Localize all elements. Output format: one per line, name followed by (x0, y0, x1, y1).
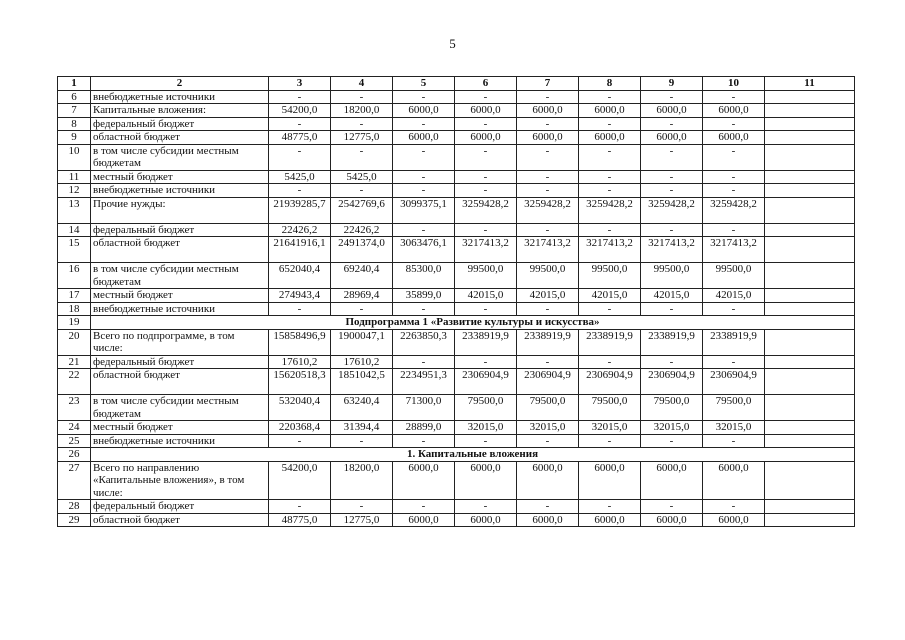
value-cell: 2338919,9 (455, 329, 517, 355)
value-cell: - (703, 90, 765, 104)
value-cell: 6000,0 (641, 461, 703, 500)
value-cell: - (703, 355, 765, 369)
row-label: в том числе субсидии местным бюджетам (91, 144, 269, 170)
notes-cell (765, 461, 855, 500)
value-cell: 28899,0 (393, 421, 455, 435)
row-label: местный бюджет (91, 289, 269, 303)
header-cell: 7 (517, 77, 579, 91)
notes-cell (765, 500, 855, 514)
header-cell: 5 (393, 77, 455, 91)
table-row (58, 104, 855, 118)
table-row (58, 170, 855, 184)
value-cell: 48775,0 (269, 131, 331, 145)
value-cell: 6000,0 (579, 104, 641, 118)
row-number: 29 (58, 513, 91, 527)
value-cell: 69240,4 (331, 263, 393, 289)
value-cell: 22426,2 (269, 223, 331, 237)
value-cell: - (641, 355, 703, 369)
table-row (58, 395, 855, 421)
row-number: 20 (58, 329, 91, 355)
section-heading: 1. Капитальные вложения (91, 448, 855, 462)
notes-cell (765, 104, 855, 118)
value-cell: 42015,0 (455, 289, 517, 303)
row-label: федеральный бюджет (91, 355, 269, 369)
value-cell: - (703, 184, 765, 198)
value-cell: 21641916,1 (269, 237, 331, 263)
value-cell: 6000,0 (393, 104, 455, 118)
value-cell: - (393, 170, 455, 184)
value-cell: 79500,0 (703, 395, 765, 421)
value-cell: 15620518,3 (269, 369, 331, 395)
value-cell: 2306904,9 (455, 369, 517, 395)
value-cell: - (579, 184, 641, 198)
value-cell: 21939285,7 (269, 197, 331, 223)
value-cell: 5425,0 (269, 170, 331, 184)
notes-cell (765, 369, 855, 395)
value-cell: - (641, 184, 703, 198)
value-cell: - (579, 90, 641, 104)
value-cell: 5425,0 (331, 170, 393, 184)
value-cell: - (393, 117, 455, 131)
value-cell: - (703, 302, 765, 316)
row-number: 11 (58, 170, 91, 184)
value-cell: 12775,0 (331, 131, 393, 145)
value-cell: 17610,2 (331, 355, 393, 369)
row-label: в том числе субсидии местным бюджетам (91, 263, 269, 289)
value-cell: - (579, 117, 641, 131)
row-label: областной бюджет (91, 513, 269, 527)
notes-cell (765, 395, 855, 421)
value-cell: - (579, 500, 641, 514)
table-row (58, 421, 855, 435)
value-cell: 2338919,9 (517, 329, 579, 355)
value-cell: 2306904,9 (703, 369, 765, 395)
value-cell: 6000,0 (393, 513, 455, 527)
row-number: 23 (58, 395, 91, 421)
value-cell: 99500,0 (517, 263, 579, 289)
value-cell: - (579, 434, 641, 448)
table-row (58, 117, 855, 131)
value-cell: - (455, 500, 517, 514)
value-cell: 42015,0 (579, 289, 641, 303)
value-cell: - (579, 170, 641, 184)
row-label: областной бюджет (91, 131, 269, 145)
value-cell: 99500,0 (579, 263, 641, 289)
value-cell: - (269, 302, 331, 316)
notes-cell (765, 90, 855, 104)
value-cell: - (641, 90, 703, 104)
value-cell: - (393, 302, 455, 316)
notes-cell (765, 329, 855, 355)
value-cell: - (703, 500, 765, 514)
header-cell: 8 (579, 77, 641, 91)
header-cell: 2 (91, 77, 269, 91)
value-cell: 3259428,2 (641, 197, 703, 223)
value-cell: - (393, 434, 455, 448)
header-cell: 3 (269, 77, 331, 91)
value-cell: 3259428,2 (455, 197, 517, 223)
row-number: 15 (58, 237, 91, 263)
notes-cell (765, 263, 855, 289)
value-cell: - (455, 170, 517, 184)
value-cell: - (331, 500, 393, 514)
table-row (58, 448, 855, 462)
value-cell: - (517, 170, 579, 184)
value-cell: - (269, 90, 331, 104)
notes-cell (765, 421, 855, 435)
value-cell: 3217413,2 (703, 237, 765, 263)
table-row (58, 197, 855, 223)
value-cell: 6000,0 (703, 461, 765, 500)
row-label: внебюджетные источники (91, 434, 269, 448)
value-cell: 2263850,3 (393, 329, 455, 355)
value-cell: 6000,0 (641, 131, 703, 145)
value-cell: - (455, 90, 517, 104)
table-row (58, 289, 855, 303)
value-cell: - (703, 170, 765, 184)
value-cell: 22426,2 (331, 223, 393, 237)
notes-cell (765, 237, 855, 263)
value-cell: - (641, 117, 703, 131)
value-cell: 3259428,2 (703, 197, 765, 223)
value-cell: 220368,4 (269, 421, 331, 435)
header-cell: 1 (58, 77, 91, 91)
notes-cell (765, 170, 855, 184)
value-cell: 32015,0 (703, 421, 765, 435)
value-cell: - (455, 184, 517, 198)
value-cell: - (393, 223, 455, 237)
row-number: 28 (58, 500, 91, 514)
row-label: местный бюджет (91, 421, 269, 435)
value-cell: 652040,4 (269, 263, 331, 289)
value-cell: 2234951,3 (393, 369, 455, 395)
header-cell: 11 (765, 77, 855, 91)
row-number: 19 (58, 316, 91, 330)
table-row (58, 500, 855, 514)
value-cell: 6000,0 (641, 513, 703, 527)
row-number: 14 (58, 223, 91, 237)
header-cell: 10 (703, 77, 765, 91)
value-cell: - (641, 170, 703, 184)
notes-cell (765, 223, 855, 237)
value-cell: - (703, 144, 765, 170)
value-cell: - (517, 355, 579, 369)
value-cell: - (393, 355, 455, 369)
value-cell: 3099375,1 (393, 197, 455, 223)
row-number: 25 (58, 434, 91, 448)
value-cell: 35899,0 (393, 289, 455, 303)
row-label: внебюджетные источники (91, 302, 269, 316)
value-cell: 6000,0 (455, 513, 517, 527)
row-number: 26 (58, 448, 91, 462)
table-row (58, 316, 855, 330)
row-label: областной бюджет (91, 237, 269, 263)
value-cell: - (269, 144, 331, 170)
value-cell: 6000,0 (703, 104, 765, 118)
row-number: 27 (58, 461, 91, 500)
value-cell: 63240,4 (331, 395, 393, 421)
table-header-row (58, 77, 855, 91)
value-cell: 32015,0 (455, 421, 517, 435)
value-cell: - (517, 184, 579, 198)
notes-cell (765, 117, 855, 131)
value-cell: - (579, 223, 641, 237)
row-number: 7 (58, 104, 91, 118)
value-cell: 85300,0 (393, 263, 455, 289)
value-cell: 6000,0 (641, 104, 703, 118)
value-cell: - (269, 500, 331, 514)
table-row (58, 237, 855, 263)
header-cell: 6 (455, 77, 517, 91)
notes-cell (765, 131, 855, 145)
value-cell: 2542769,6 (331, 197, 393, 223)
value-cell: 6000,0 (393, 131, 455, 145)
row-number: 17 (58, 289, 91, 303)
notes-cell (765, 184, 855, 198)
notes-cell (765, 355, 855, 369)
value-cell: 6000,0 (517, 461, 579, 500)
value-cell: - (703, 117, 765, 131)
value-cell: - (393, 90, 455, 104)
value-cell: 15858496,9 (269, 329, 331, 355)
value-cell: - (517, 302, 579, 316)
value-cell: - (393, 144, 455, 170)
value-cell: 6000,0 (517, 131, 579, 145)
value-cell: - (455, 355, 517, 369)
value-cell: - (641, 144, 703, 170)
table-row (58, 329, 855, 355)
value-cell: - (455, 144, 517, 170)
row-number: 9 (58, 131, 91, 145)
value-cell: 42015,0 (641, 289, 703, 303)
value-cell: - (393, 500, 455, 514)
value-cell: 3217413,2 (641, 237, 703, 263)
row-number: 12 (58, 184, 91, 198)
value-cell: 54200,0 (269, 461, 331, 500)
value-cell: 6000,0 (455, 131, 517, 145)
value-cell: - (331, 144, 393, 170)
value-cell: 2338919,9 (641, 329, 703, 355)
value-cell: 532040,4 (269, 395, 331, 421)
value-cell: - (641, 223, 703, 237)
row-label: федеральный бюджет (91, 223, 269, 237)
value-cell: 3259428,2 (517, 197, 579, 223)
value-cell: - (455, 117, 517, 131)
value-cell: 6000,0 (579, 131, 641, 145)
value-cell: 31394,4 (331, 421, 393, 435)
value-cell: 2306904,9 (517, 369, 579, 395)
value-cell: 18200,0 (331, 461, 393, 500)
notes-cell (765, 144, 855, 170)
table-row (58, 223, 855, 237)
value-cell: - (703, 434, 765, 448)
value-cell: 6000,0 (579, 461, 641, 500)
row-label: Всего по подпрограмме, в том числе: (91, 329, 269, 355)
value-cell: - (517, 144, 579, 170)
table-row (58, 263, 855, 289)
row-label: Капитальные вложения: (91, 104, 269, 118)
table-row (58, 144, 855, 170)
value-cell: - (517, 500, 579, 514)
table-row (58, 355, 855, 369)
value-cell: - (641, 302, 703, 316)
value-cell: - (331, 90, 393, 104)
value-cell: 6000,0 (455, 461, 517, 500)
notes-cell (765, 289, 855, 303)
value-cell: - (455, 434, 517, 448)
value-cell: - (269, 117, 331, 131)
header-cell: 9 (641, 77, 703, 91)
value-cell: 2338919,9 (703, 329, 765, 355)
value-cell: 3259428,2 (579, 197, 641, 223)
row-label: внебюджетные источники (91, 90, 269, 104)
row-number: 18 (58, 302, 91, 316)
value-cell: 79500,0 (641, 395, 703, 421)
value-cell: 99500,0 (455, 263, 517, 289)
value-cell: 79500,0 (579, 395, 641, 421)
value-cell: 32015,0 (517, 421, 579, 435)
table-row (58, 369, 855, 395)
value-cell: 18200,0 (331, 104, 393, 118)
value-cell: 6000,0 (579, 513, 641, 527)
value-cell: 6000,0 (455, 104, 517, 118)
value-cell: 32015,0 (641, 421, 703, 435)
value-cell: - (331, 302, 393, 316)
value-cell: 6000,0 (517, 104, 579, 118)
value-cell: - (517, 90, 579, 104)
value-cell: 6000,0 (517, 513, 579, 527)
value-cell: - (455, 223, 517, 237)
page-number: 5 (449, 36, 456, 51)
value-cell: - (579, 355, 641, 369)
value-cell: - (455, 302, 517, 316)
value-cell: 3217413,2 (517, 237, 579, 263)
row-label: местный бюджет (91, 170, 269, 184)
row-number: 22 (58, 369, 91, 395)
value-cell: 28969,4 (331, 289, 393, 303)
value-cell: - (579, 302, 641, 316)
value-cell: 6000,0 (703, 513, 765, 527)
value-cell: - (269, 184, 331, 198)
row-label: Всего по направлению «Капитальные вложения», в том числе: (91, 461, 269, 500)
value-cell: 2491374,0 (331, 237, 393, 263)
value-cell: 1900047,1 (331, 329, 393, 355)
value-cell: 99500,0 (703, 263, 765, 289)
value-cell: 3217413,2 (579, 237, 641, 263)
value-cell: 274943,4 (269, 289, 331, 303)
notes-cell (765, 513, 855, 527)
row-label: в том числе субсидии местным бюджетам (91, 395, 269, 421)
value-cell: 12775,0 (331, 513, 393, 527)
budget-table (57, 76, 855, 527)
notes-cell (765, 434, 855, 448)
row-label: внебюджетные источники (91, 184, 269, 198)
value-cell: 79500,0 (455, 395, 517, 421)
value-cell: 6000,0 (703, 131, 765, 145)
value-cell: - (517, 223, 579, 237)
value-cell: 79500,0 (517, 395, 579, 421)
header-cell: 4 (331, 77, 393, 91)
value-cell: 3063476,1 (393, 237, 455, 263)
value-cell: - (517, 434, 579, 448)
table-row (58, 461, 855, 500)
row-label: федеральный бюджет (91, 117, 269, 131)
table-row (58, 90, 855, 104)
value-cell: 71300,0 (393, 395, 455, 421)
value-cell: - (579, 144, 641, 170)
section-heading: Подпрограмма 1 «Развитие культуры и искусства» (91, 316, 855, 330)
row-label: федеральный бюджет (91, 500, 269, 514)
row-number: 8 (58, 117, 91, 131)
value-cell: 2306904,9 (579, 369, 641, 395)
table-row (58, 131, 855, 145)
value-cell: 2338919,9 (579, 329, 641, 355)
value-cell: - (331, 117, 393, 131)
value-cell: - (641, 500, 703, 514)
value-cell: - (331, 184, 393, 198)
value-cell: 54200,0 (269, 104, 331, 118)
value-cell: - (641, 434, 703, 448)
row-number: 10 (58, 144, 91, 170)
row-number: 21 (58, 355, 91, 369)
value-cell: - (331, 434, 393, 448)
value-cell: 99500,0 (641, 263, 703, 289)
value-cell: 17610,2 (269, 355, 331, 369)
value-cell: - (517, 117, 579, 131)
value-cell: 6000,0 (393, 461, 455, 500)
row-number: 6 (58, 90, 91, 104)
value-cell: - (269, 434, 331, 448)
row-number: 13 (58, 197, 91, 223)
table-row (58, 184, 855, 198)
table-row (58, 513, 855, 527)
table-row (58, 434, 855, 448)
row-number: 16 (58, 263, 91, 289)
row-label: Прочие нужды: (91, 197, 269, 223)
value-cell: - (703, 223, 765, 237)
row-label: областной бюджет (91, 369, 269, 395)
notes-cell (765, 302, 855, 316)
value-cell: 48775,0 (269, 513, 331, 527)
row-number: 24 (58, 421, 91, 435)
value-cell: 42015,0 (703, 289, 765, 303)
notes-cell (765, 197, 855, 223)
value-cell: 2306904,9 (641, 369, 703, 395)
value-cell: 3217413,2 (455, 237, 517, 263)
value-cell: 42015,0 (517, 289, 579, 303)
table-row (58, 302, 855, 316)
value-cell: 1851042,5 (331, 369, 393, 395)
value-cell: 32015,0 (579, 421, 641, 435)
value-cell: - (393, 184, 455, 198)
